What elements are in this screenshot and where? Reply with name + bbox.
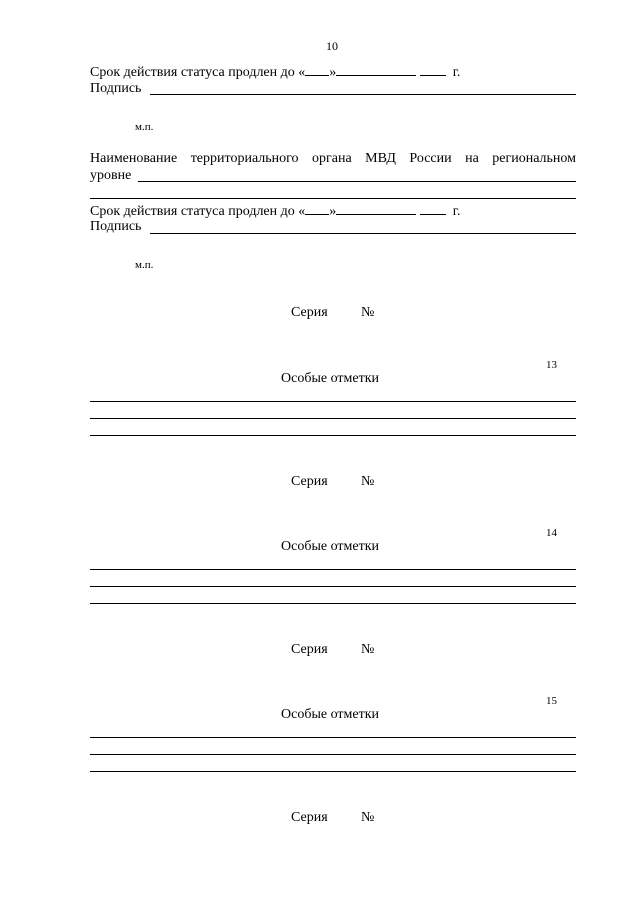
special-notes-title: Особые отметки (281, 539, 379, 554)
notes-line[interactable] (90, 754, 576, 755)
number-label: № (361, 642, 375, 657)
signature-line-2[interactable] (150, 233, 576, 234)
year-blank[interactable] (420, 202, 446, 215)
section-page-number: 15 (546, 695, 557, 707)
notes-line[interactable] (90, 401, 576, 402)
signature-label-2: Подпись (90, 219, 142, 234)
notes-line[interactable] (90, 586, 576, 587)
day-blank[interactable] (305, 63, 329, 76)
organ-name-label-cont: уровне (90, 168, 132, 183)
organ-name-line-2[interactable] (90, 198, 576, 199)
notes-line[interactable] (90, 435, 576, 436)
page-number: 10 (326, 39, 338, 53)
special-notes-title: Особые отметки (281, 707, 379, 722)
year-suffix: г. (452, 204, 461, 219)
notes-line[interactable] (90, 418, 576, 419)
year-blank[interactable] (420, 63, 446, 76)
notes-line[interactable] (90, 771, 576, 772)
number-label: № (361, 305, 375, 320)
extension-label: Срок действия статуса продлен до « (90, 65, 306, 80)
section-page-number: 14 (546, 527, 557, 539)
day-blank[interactable] (305, 202, 329, 215)
seal-mark-2: м.п. (135, 259, 154, 271)
signature-line[interactable] (150, 94, 576, 95)
month-blank[interactable] (336, 202, 416, 215)
number-label: № (361, 474, 375, 489)
quote-close: » (329, 204, 337, 219)
signature-label: Подпись (90, 81, 142, 96)
extension-label: Срок действия статуса продлен до « (90, 204, 306, 219)
series-label: Серия (291, 305, 328, 320)
number-label: № (361, 810, 375, 825)
special-notes-title: Особые отметки (281, 371, 379, 386)
quote-close: » (329, 65, 337, 80)
extension-line (90, 63, 460, 81)
extension-line-2 (90, 202, 460, 220)
seal-mark: м.п. (135, 121, 154, 133)
organ-name-label: Наименование территориального органа МВД России на региональном (90, 151, 576, 166)
month-blank[interactable] (336, 63, 416, 76)
notes-line[interactable] (90, 737, 576, 738)
year-suffix: г. (452, 65, 461, 80)
series-label: Серия (291, 474, 328, 489)
section-page-number: 13 (546, 359, 557, 371)
organ-name-line[interactable] (138, 181, 576, 182)
series-label: Серия (291, 810, 328, 825)
notes-line[interactable] (90, 569, 576, 570)
series-label: Серия (291, 642, 328, 657)
notes-line[interactable] (90, 603, 576, 604)
